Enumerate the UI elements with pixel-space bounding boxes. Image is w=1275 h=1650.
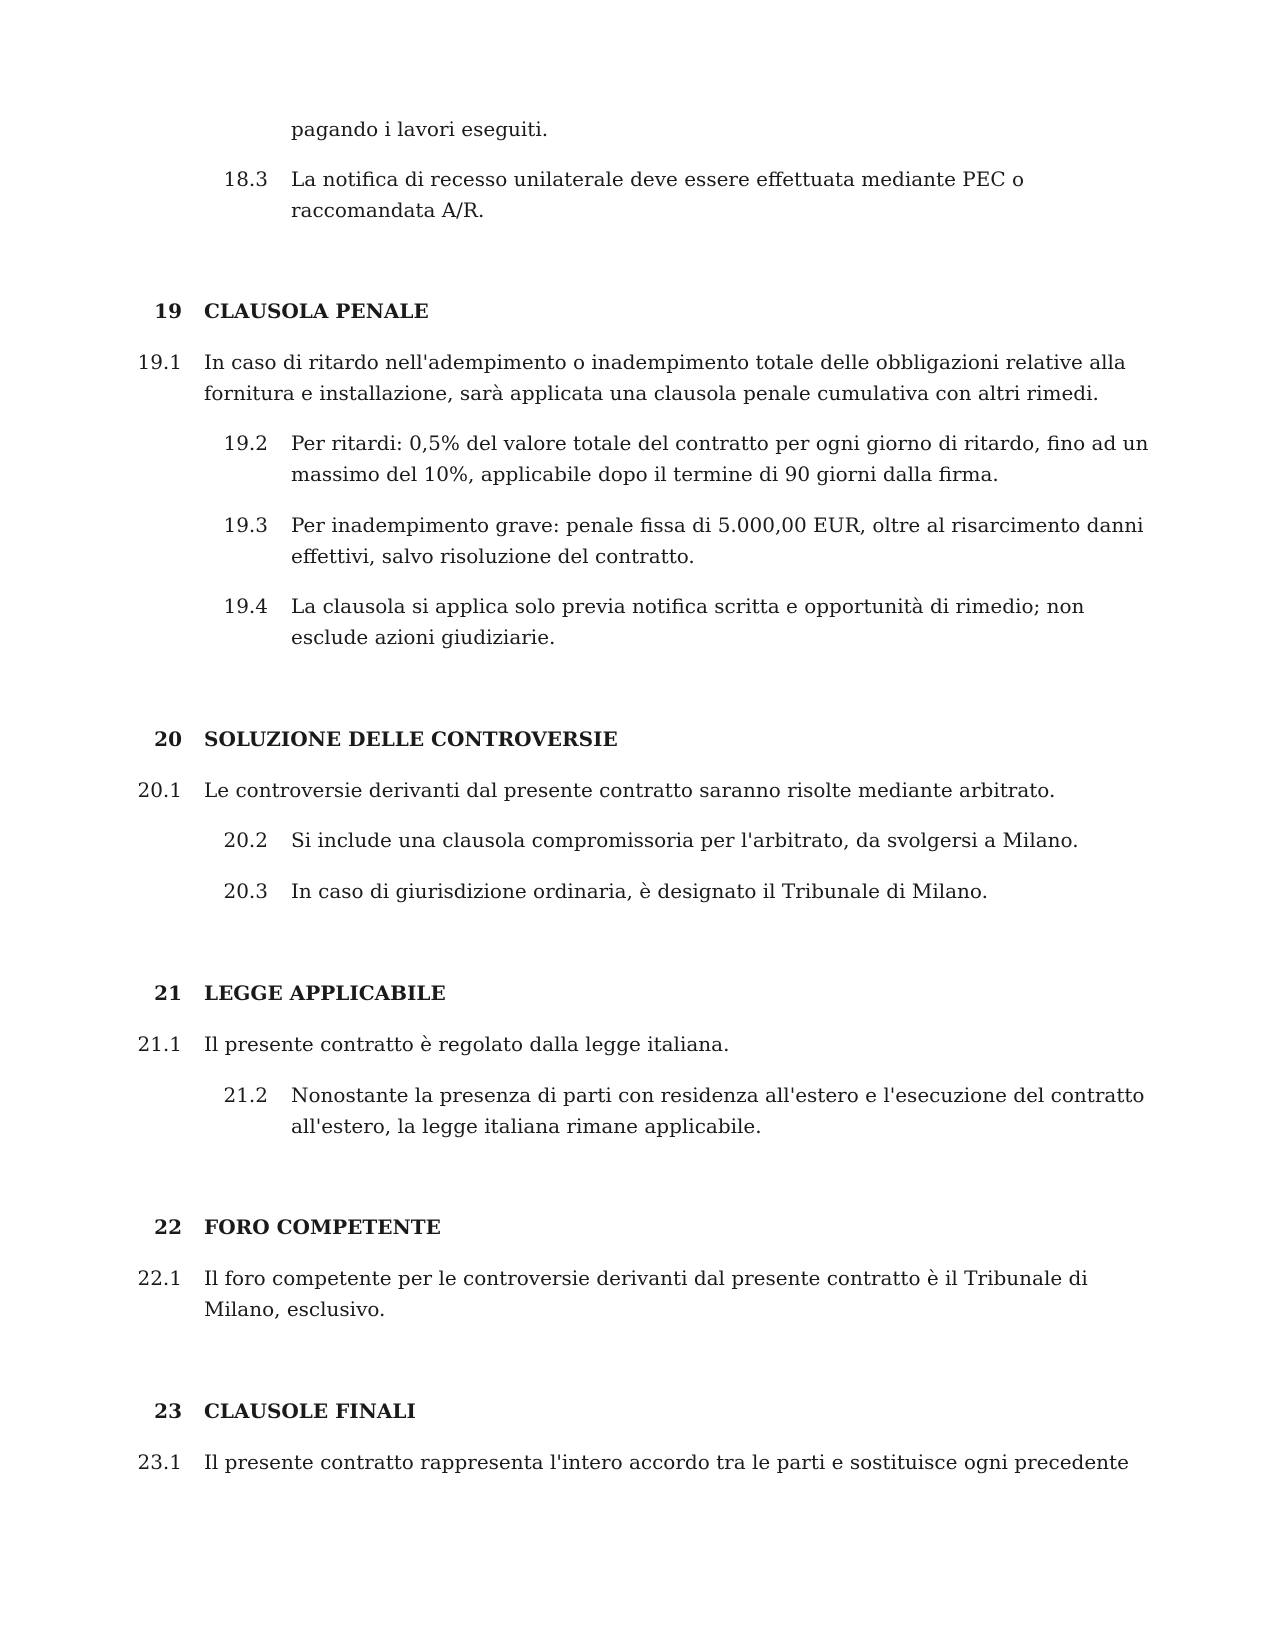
clause-19-1-text-line-1: In caso di ritardo nell'adempimento o inadempimento totale delle obbligazioni relative alla — [204, 350, 1126, 374]
clause-19-4-text-line-1: La clausola si applica solo previa notifica scritta e opportunità di rimedio; non — [291, 594, 1085, 618]
clause-20-2-text-line-1: Si include una clausola compromissoria per l'arbitrato, da svolgersi a Milano. — [291, 828, 1079, 852]
section-number-21: 21 — [154, 981, 182, 1005]
clause-18-3-text-line-2: raccomandata A/R. — [291, 198, 485, 222]
clause-number-18-3: 18.3 — [223, 167, 268, 191]
section-title-19: CLAUSOLA PENALE — [204, 299, 429, 323]
section-number-19: 19 — [154, 299, 182, 323]
section-number-23: 23 — [154, 1399, 182, 1423]
clause-19-2-text-line-2: massimo del 10%, applicabile dopo il termine di 90 giorni dalla firma. — [291, 462, 999, 486]
clause-number-19-3: 19.3 — [223, 513, 268, 537]
section-title-22: FORO COMPETENTE — [204, 1215, 441, 1239]
clause-21-2-text-line-2: all'estero, la legge italiana rimane applicabile. — [291, 1114, 762, 1138]
clause-19-1-text-line-2: fornitura e installazione, sarà applicata una clausola penale cumulativa con altri rimedi. — [204, 381, 1099, 405]
clause-number-20-2: 20.2 — [223, 828, 268, 852]
section-number-20: 20 — [154, 727, 182, 751]
clause-19-2-text-line-1: Per ritardi: 0,5% del valore totale del contratto per ogni giorno di ritardo, fino ad un — [291, 431, 1149, 455]
clause-number-19-2: 19.2 — [223, 431, 268, 455]
clause-22-1-text-line-2: Milano, esclusivo. — [204, 1297, 386, 1321]
clause-number-23-1: 23.1 — [137, 1450, 182, 1474]
clause-22-1-text-line-1: Il foro competente per le controversie derivanti dal presente contratto è il Tribunale di — [204, 1266, 1088, 1290]
clause-number-19-4: 19.4 — [223, 594, 268, 618]
clause-number-20-3: 20.3 — [223, 879, 268, 903]
clause-number-22-1: 22.1 — [137, 1266, 182, 1290]
clause-number-21-1: 21.1 — [137, 1032, 182, 1056]
clause-21-1-text-line-1: Il presente contratto è regolato dalla legge italiana. — [204, 1032, 730, 1056]
section-title-23: CLAUSOLE FINALI — [204, 1399, 416, 1423]
clause-23-1-text-line-1: Il presente contratto rappresenta l'intero accordo tra le parti e sostituisce ogni precedente — [204, 1450, 1129, 1474]
clause-18-2-continuation: pagando i lavori eseguiti. — [291, 117, 549, 141]
section-title-20: SOLUZIONE DELLE CONTROVERSIE — [204, 727, 618, 751]
clause-20-3-text-line-1: In caso di giurisdizione ordinaria, è designato il Tribunale di Milano. — [291, 879, 988, 903]
section-number-22: 22 — [154, 1215, 182, 1239]
clause-number-20-1: 20.1 — [137, 778, 182, 802]
clause-20-1-text-line-1: Le controversie derivanti dal presente contratto saranno risolte mediante arbitrato. — [204, 778, 1056, 802]
clause-19-3-text-line-1: Per inadempimento grave: penale fissa di 5.000,00 EUR, oltre al risarcimento danni — [291, 513, 1144, 537]
clause-19-4-text-line-2: esclude azioni giudiziarie. — [291, 625, 556, 649]
clause-number-19-1: 19.1 — [137, 350, 182, 374]
clause-number-21-2: 21.2 — [223, 1083, 268, 1107]
section-title-21: LEGGE APPLICABILE — [204, 981, 446, 1005]
clause-21-2-text-line-1: Nonostante la presenza di parti con residenza all'estero e l'esecuzione del contratto — [291, 1083, 1145, 1107]
clause-19-3-text-line-2: effettivi, salvo risoluzione del contratto. — [291, 544, 695, 568]
clause-18-3-text-line-1: La notifica di recesso unilaterale deve essere effettuata mediante PEC o — [291, 167, 1025, 191]
